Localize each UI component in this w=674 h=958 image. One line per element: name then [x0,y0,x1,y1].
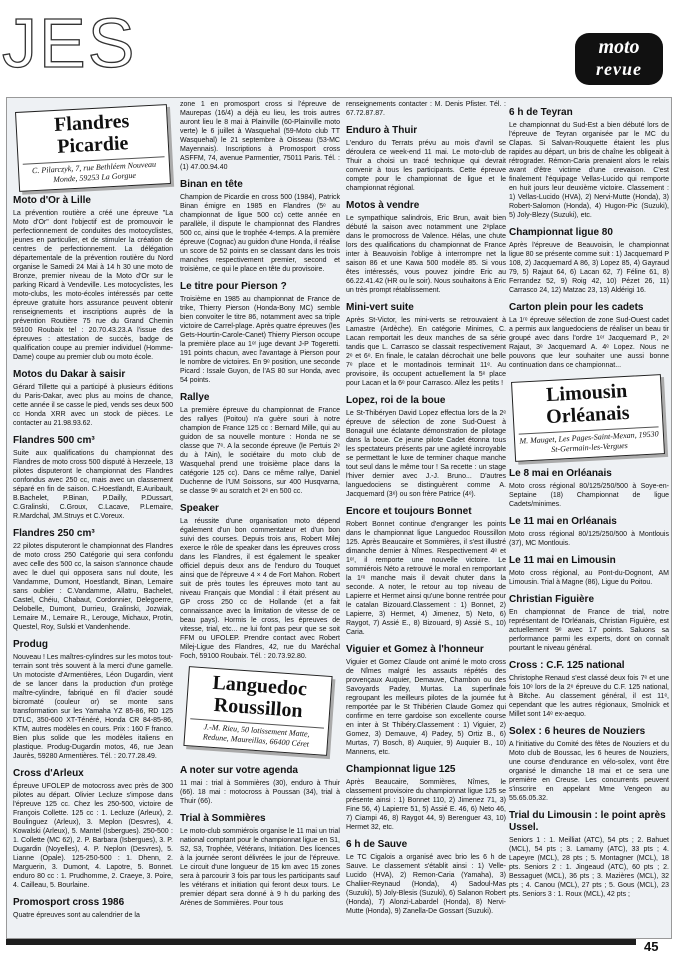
article-list [180,765,340,908]
article-heading: Flandres 250 cm³ [13,528,95,539]
article-body: zone 1 en promosport cross si l'épreuve de Maurepas (16/4) a déjà eu lieu, les trois autres auront lieu le 8 mai à Plainville (60-Plainville moto verte) le 6 juillet à Wasquehal (59-Moto club TT Wasquehal) le 21 septembre à Oisseau (53-MC Mayennais). Inscriptions à Promosport cross ASFFM, 74, avenue Parmentier, 75011 Paris. Tél. : (1) 47.00.94.40 [180,101,340,171]
article-heading: Christian Figuière [509,594,595,605]
article-body: Le St-Thibéryen David Lopez effectua lors de la 2ᵉ épreuve de sélection de zone Sud-Ouest à Bonaguil une éclatante démonstration de pilotage dans la boue. Ce jeune pilote Cadet étonna tous les spectateurs présents par une agileté incroyable se permettant le luxe de terminer chaque manche tout seul dans le même tour ! Sa recette : un stage l'hiver dernier avec J.-J. Bruno... D'autres languedociens se distinguèrent comme A. Jacquemard (3ᵉ) ou son frère Patrice (4ᵉ). [346,410,506,498]
article-body: 11 mai : trial à Sommières (30), enduro à Thuir (66). 18 mai : motocross à Poussan (34), trial à Thuir (66). [180,780,340,805]
article-body: Le TC Cigalois a organisé avec brio les 6 h de Sauve. Le classement s'établit ainsi : 1) Velle-Lucido (HVA), 2) Remon-Caria (Yamaha), 3) Chaliier-Reynaud (Honda), 4) Sadoul-Mas (Suzuki), 5) Joly-Blesis (Suzuki), 6) Salanon Robert (Honda), 7) Alonzi-Labardel (Honda), 8) Nervi-Mutte (Honda), 9) Zanella-De Gossart (Suzuki). [346,854,506,915]
article-body: La 1ʳᵉ épreuve sélection de zone Sud-Ouest cadet a permis aux languedociens de réaliser un beau tir groupé avec dans l'ordre 1ᵉʳ Jacquemard P., 2ᵉ Rajaut, 3ᵉ Jacquemard A. 4ᵉ Lopez. Nous ne pouvons que leur souhaiter une aussi bonne continuation dans ce championnat... [509,317,669,369]
article-body: L'enduro du Terrats prévu au mois d'avril se déroulera ce week-end 11 mai. Le moto-club de Thuir a choisi un tracé technique qui devrait convenir à tous les participants. Cette épreuve compte pour le championnat de ligue et le championnat régional. [346,140,506,192]
article-list [509,107,669,370]
region-title: Orléanais [545,401,631,429]
article-list [346,100,506,916]
article-body: Le moto-club sommiérois organise le 11 mai un trial national comptant pour le championnat ligue en S1, S2, S3, Trophée, Vétérans, Initiation. Des licences à la journée seront délivrées le jour de l'épreuve. Le circuit d'une longueur de 15 km avec 15 zones sera à parcourir 3 fois par tous les participants sauf les vétérans et initiation qui feront deux tours. Le premier départ sera donné à 9 h du parking des Arènes de Sommières. Pour tous [180,828,340,907]
article-body: La réussite d'une organisation moto dépend également d'un bon commentateur et d'un bon suivi des courses. Depuis trois ans, Robert Milej exerce le rôle de speaker dans les épreuves cross dans les Flandres, il est également le speaker officiel depuis deux ans de l'enduro du Touquet ainsi que de l'épreuve 4 × 4 de Fort Mahon. Robert suit de près toutes les épreuves moto tant au niveau Français que Mondial : il était présent au GP cross 250 cc de Hollande (et a fait connaissance avec la limitation de vitesse de ce beau pays). Hormis le cross, les épreuves de vitesse, trial, etc... ne lui font pas peur que se soit FFM ou UFOLEP. Prendre contact avec Robert Milej-Ligue des Flandres, 42, rue du Maréchal Foch, 59100 Roubaix. Tél. : 20.73.92.80. [180,518,340,660]
article-heading: Le 11 mai en Limousin [509,555,616,566]
article-heading: Solex : 6 heures de Nouziers [509,726,646,737]
article-body: Suite aux qualifications du championnat des Flandres de moto cross 500 disputé à Herzeele, 13 pilotes disputeront le championnat des Flandres confondus avec 250 cc, mais avec un classement séparé en fin de saison. C.Hoestlandt, E.Auribault, B.Bachelet, P.Binan, P.Dailly, P.Dussart, C.Gralinski, C.Groux, C.Lacave, P.Lemaire, R.Mardchal, JM.Struys et C.Voreux. [13,450,173,520]
article-list [13,195,173,920]
article-heading: 6 h de Sauve [346,839,408,850]
article-heading: Carton plein pour les cadets [509,302,644,313]
article-heading: Viguier et Gomez à l'honneur [346,644,484,655]
logo-line-moto: moto [598,36,640,58]
page-header [0,0,674,95]
article-body: Champion de Picardie en cross 500 (1984), Patrick Binan émigre en 1985 en Flandres (5ᵉ au championnat de ligue 500 cc) cette année en parallèle, il dispute le championnat des Flandres 500 cc, ainsi que le trophée 4-temps. A la première épreuve (Cognac) au guidon d'une Honda, il réalise un score de 52 points en se classant dans les trois manches respectivement premier, second et troisième, ce qui le place en tête du provisoire. [180,194,340,273]
article-heading: Motos du Dakar à saisir [13,369,126,380]
region-box-languedoc-roussillon [183,666,332,756]
article-body: La première épreuve du championnat de France des rallyes (Poitou) n'a guère souri à notre champion de France 125 cc : Bernard Mille, qui au guidon de sa nouvelle monture : Honda ne se classe que 7ᵉ. A la seconde épreuve (le Pertuis 2ᵉ du à l'Ain), le sociétaire du moto club de Wasquehal prend une troisième place dans la catégorie 125 cc). Dans ce même rallye, Daniel Duchenne de l'UM Soissons, sur 400 Husqvarna, se classe 9ᵉ au scratch et 2ᵉ en 500 cc. [180,407,340,495]
article-body: Gérard Tillette qui a participé à plusieurs éditions du Paris-Dakar, avec plus au moins de chance, cette année il se casse le pied, vends ses deux 500 cc Honda XRR avec un stock de pièces. Le contacter au 21.98.93.62. [13,384,173,427]
article-body: Après Beaucaire, Sommières, Nîmes, le classement provisoire du championnat ligue 125 se présente ainsi : 1) Bonnet 110, 2) Jimenez 71, 3) Fine 56, 4) Lapierre 51, 5) Assié E. 46, 6) Neto 46, 7) Ciampi 46, 8) Raygot 44, 9) Berenguer 43, 10) Hermet 32, etc. [346,779,506,831]
article-list [180,100,340,661]
page-number: 45 [644,939,659,954]
article-body: Nouveau ! Les maîtres-cylindres sur les motos tout-terrain sont très souvent à la merci d'une gamelle. Un motociste d'Armentières, Léon Dugardin, vient de se lancer dans la production d'un protège maître-cylindre, fabriqué en fil d'acier soudé bicromaté (couleur or) se monte sans transformation sur les Yamaha YZ 85-86, RD 125 DTLC, 350-600 XT-Ténéré, Honda CR 84-85-86, KTM, autres modèles en cours. Prix : 160 F franco. Bien plus solide que les modèles italiens en plastique. Produg-Dugardin motos, 46, rue Jean Jaurès, 59280 Armentières. Tél. : 20.77.28.49. [13,654,173,760]
article-list [509,468,669,899]
article-body: Après St-Victor, les mini-verts se retrouvaient à Lamastre (Ardèche). En catégorie Minimes, C. Lacan remportait les deux manches de sa série tandis que L. Carrasco se classait respectivement 2ᵉ et 6ᵉ. En finale, le catalan décrochait une belle 7ᵉ place et le montadinois terminait 11ᵉ. Au provisoire, ils occupent actuellement la 5ᵉ place pour Lacan et la 6ᵉ pour Carrasco. Allez les petits ! [346,317,506,387]
article-heading: Trial à Sommières [180,813,266,824]
article-heading: 6 h de Teyran [509,107,573,118]
article-body: Après l'épreuve de Beauvoisin, le championnat ligue 80 se présente comme suit : 1) Jacquemard P 108, 2) Jacquemard A 86, 3) Lopez 85, 4) Gayraud 79, 5) Rajaut 64, 6) Lacan 62, 7) Féline 61, 8) Ferrandez 52, 9) Roig 42, 10) Pézet 26, 11) Carrasco 24, 12) Matzac 23, 13) Aldérigi 16. [509,242,669,294]
article-body: A l'initiative du Comité des fêtes de Nouziers et du Moto club de Boussac, les 6 heures de Nouziers, une course d'endurance en vélo-solex, vont être organisé le dimanche 18 mai et ce sera une première en Creuse. Les concurrents peuvent s'inscrire en appelant Mme Vengeon au 55.65.05.32. [509,741,669,802]
content-panel [6,97,672,939]
article-heading: Encore et toujours Bonnet [346,506,472,517]
article-heading: Motos à vendre [346,200,420,211]
logo-line-revue: revue [596,59,642,79]
section-title-fragment: JES [2,4,137,82]
article-body: La prévention routière a créé une épreuve "La Moto d'Or" dont l'objectif est de promouvoir le perfectionnement de conduites des motocyclistes, jeunes en particulier, et de stimuler la création de centres de perfectionnement. La délégation départementale de la prévention routière du Nord organise le Samedi 24 Mai à 14 h 30 une moto de Bronze, premier niveau de la Moto d'Or sur le parking Ricard à Vendeville. Les motocyclistes, les moto-clubs, les moto-écoles intéressés par cette épreuve gratuite hors assurance peuvent obtenir renseignements et inscriptions auprès de la prévention Routière 75 rue du Grand Chemin 59100 Roubaix tel : 20.70.43.23.A l'issue des épreuves : attestation de succès, badge de qualification coupe au premier individuel (Homme-Dame) coupe au premier club ou moto école. [13,210,173,361]
moto-revue-logo [575,33,663,85]
article-heading: Le 11 mai en Orléanais [509,516,617,527]
article-body: Épreuve UFOLEP de motocross avec près de 300 pilotes au départ. Olivier Lecluze s'impose dans l'épreuve 125 cc. Chez les 250-500, victoire de François Collette. 125 cc : 1. Lecluze (Arleux), 2. Boulinguez (Arleux), 3. Meplon (Desvres), 4. Kowalski (Arleux), 5. Mantel (Isbergues). 250-500 : 1. Collette (MC 62), 2. P. Barbara (Isbergues), 3. P. Dugardin (Noyelles), 4. P. Neplon (Desvres), 5. Lianne (Opale). 125-250-500 : 1. Dhenn, 2. Marguerin, 3. Dumont, 4. Lapotre, 5. Bonnet. enduro 80 cc : 1. Prudhomme, 2. Craeye, 3. Poire, 4. Cailleau, 5. Bourlaine. [13,783,173,889]
article-body: Quatre épreuves sont au calendrier de la [13,912,140,919]
article-heading: Le titre pour Pierson ? [180,281,287,292]
article-body: Moto cross régional, au Pont-du-Dognont, AM Limousin. Trial à Magne (86), Ligue du Poitou. [509,570,669,586]
article-heading: Championnat ligue 80 [509,227,613,238]
article-body: Viguier et Gomez Claude ont animé le moto cross de Nîmes malgré les assauts répétés des provençaux Auquier, Demauve, Chambon ou des Savoyards Padey, Murtas. La superfinale regroupant les meilleurs pilotes de la journée fut remportée par le St Thibérien Claude Gomez qui confirme en terre gardoise son excellente course en inter à St Thibéry.Classement : 1) Viguier, 2) Gomez, 3) Demauve, 4) Padey, 5) Ortiz B., 6) Murtas, 7) Bosch, 8) Auquier, 9) Auquier B., 10) Mannens, etc. [346,659,506,756]
article-body: Le sympathique salindrois, Eric Brun, avait bien débuté la saison avec notamment une 2ᵉplace dans le promocross de Valence. Hélas, une chute lors des qualifications du championnat de France inter à Beauvoisin l'oblige à interrompre net la saison 86 et une Kawa 500 modèle 85. Si vous êtes intéressés, vous pouvez joindre Eric au 66.22.41.42 (HR ou le soir). Nous souhaitons à Eric un très prompt rétablissement. [346,215,506,294]
article-body: Robert Bonnet continue d'engranger les points dans le championnat ligue Languedoc Roussillon 125. Après Beaucaire et Sommières, il s'est illustré dimanche dernier à Nîmes. Respectivement 4ᵉ et 1ᵉʳ, il remporte une nouvelle victoire. Le sommiérois Néto a retrouvé le moral en remportant la 1ʳᵉ manche mais il devait chuter dans la seconde. A noter, le retour au top niveau de Lapierre et Hermet ainsi qu'une bonne rentrée pour le catalan Bizouard.Classement : 1) Bonnet, 2) Lapierre, 3) Hermet, 4) Jimenez, 5) Neto, 6) Raygot, 7) Assié E., 8) Bizouard, 9) Assié S., 10) Caria. [346,521,506,636]
article-heading: Enduro à Thuir [346,125,418,136]
column-4 [509,100,669,901]
article-heading: Championnat ligue 125 [346,764,456,775]
article-heading: Le 8 mai en Orléanais [509,468,612,479]
region-box-flandres-picardie [15,104,171,192]
region-title: Picardie [56,132,129,158]
article-heading: Promosport cross 1986 [13,897,125,908]
article-body: Seniors 1 : 1. Meilliat (ATC), 54 pts ; 2. Bahuet (MCL), 54 pts ; 3. Lamamy (ATC), 33 pts ; 4. Lapeyre (MCL), 28 pts ; 5. Montagner (MCL), 18 pts. Seniors 2 : 1. Jingeaud (ATC), 60 pts ; 2. Bessaguet (MCL), 36 pts ; 3. Mazières (MCL), 32 pts ; 4. Canou (MCL), 27 pts ; 5. Gous (MCL), 23 pts. Seniors 3 : 1. Roux (MCL), 42 pts ; [509,837,669,898]
article-heading: Speaker [180,503,219,514]
article-heading: Flandres 500 cm³ [13,435,95,446]
article-heading: Produg [13,639,48,650]
column-2 [180,100,340,910]
article-heading: Cross d'Arleux [13,768,84,779]
article-body: Moto cross régional 80/125/250/500 à Soye-en-Septaine (18) Championnat de ligue Cadets/minimes. [509,483,669,508]
footer-bar [6,939,636,945]
article-body: En championnat de France de trial, notre représentant de l'Orléanais, Christian Figuière, est actuellement 9ᵉ avec 17 points. Saluons sa performance parmi les experts, dont on connaît pourtant le niveau général. [509,609,669,652]
article-body: Le championnat du Sud-Est a bien débuté lors de l'épreuve de Teyran organisée par le MC du Clapas. Si Salvan-Rouquette étaient les plus rapides au départ, un bris de chaîne les obligeait à rétrograder. Rémon-Caria prenaient alors le relais avant d'être victime d'une crevaison. C'est finalement l'équipage Vellas-Lucido qui remporte en huit jours leur deuxième victoire. Classement : 1) Vellas-Lucido (HVA), 2) Nervi-Mutte (Honda), 3) Robert-Salomon (Honda), 4) Hugon-Pic (Suzuki), 5) Joly-Blezy (Suzuki), etc. [509,122,669,219]
region-box-limousin-orleanais [511,374,665,462]
article-body: renseignements contacter : M. Denis Pfister. Tél. : 67.72.87.87. [346,101,506,117]
region-title: Languedoc [211,671,308,701]
region-title: Roussillon [213,693,304,723]
region-title: Limousin [545,379,628,407]
article-body: Troisième en 1985 au championnat de France de trike, Thierry Pierson (Honda-Bony MC) semble bien convoiter le titre 86, notamment avec sa triple victoire de Carrel-plage. Après quatre épreuves (les Gets-Hourtin-Carole-Canet) Thierry Pierson occupe la première place au 1ᵉʳ juge devant J-P Togeretti. 191 points chacun, avec l'avantage à Pierson pour le nombre de victoires. En 9ᵉ position, une seconde Picard : Issale Guyon, de l'AS 80 sur Honda, avec 54 points. [180,296,340,384]
article-body: 22 pilotes disputeront le championnat des Flandres de moto cross 250 Catégorie qui sera confondu avec celle des 500 cc, la saison s'annonce chaude avec le duel qui opposera sans nul doute, les Vandamme, Dumont, Hoestlandt, Binan, Lemaire sans oublier : C.Vandamme, Allatru, Bachelet, Castel, Chéiu, Chabaut, Cordonnier, Delegoerre, Delobelle, Dumont, Durrieu, Gralinski, Jozwiak, Lemaire M., Lemaire R., Lerouge, Michaux, Protin, Questel, Roy, Sulski et Vandenhende. [13,543,173,631]
article-heading: A noter sur votre agenda [180,765,298,776]
article-heading: Moto d'Or à Lille [13,195,91,206]
article-heading: Trial du Limousin : le point après Ussel. [509,810,666,833]
column-1 [13,100,173,922]
article-heading: Binan en tête [180,179,243,190]
article-heading: Cross : C.F. 125 national [509,660,625,671]
article-body: Christophe Renaud s'est classé deux fois 7ᵉ et une fois 10ᵉ lors de la 2ᵉ épreuve du C.F. 125 national, à Bitche. Au classement général, il est 11ᵉ, cependant que les autres régionaux, Smolnick et Millet sont 14ᵉ ex-aequo. [509,675,669,718]
region-address: M. Mauget, Les Pages-Saint-Mexan, 19530 St-Germain-les-Vergues [519,426,660,456]
region-address: C. Pilarczyk, 7, rue Bethléem Nouveau Monde, 59253 La Gorgue [23,156,166,186]
region-title: Flandres [53,110,130,136]
article-heading: Mini-vert suite [346,302,414,313]
region-address: J.-M. Rieu, 50 lotissement Matte, Redune, Maureillas, 66400 Céret [189,718,324,750]
article-heading: Lopez, roi de la boue [346,395,446,406]
article-heading: Rallye [180,392,210,403]
article-body: Moto cross régional 80/125/250/500 à Montlouis (37), MC Montlouis. [509,531,669,547]
column-3 [346,100,506,918]
